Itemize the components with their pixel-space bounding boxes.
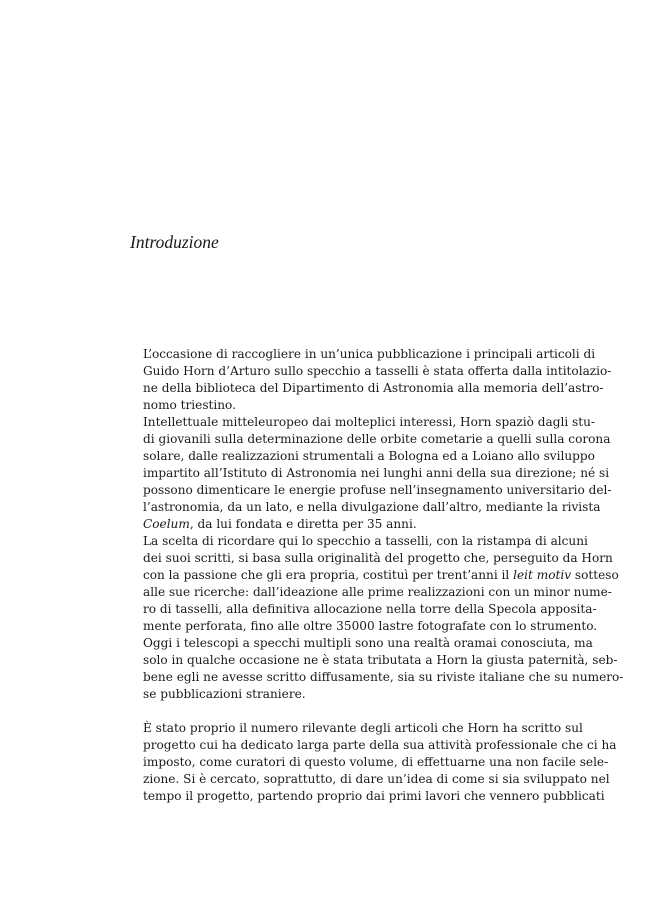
paragraph — [130, 720, 617, 805]
paragraph — [130, 414, 612, 533]
text-line: dei suoi scritti, si basa sulla originalità del progetto che, perseguito da Horn — [143, 551, 613, 565]
text-line: tempo il progetto, partendo proprio dai primi lavori che vennero pubblicati — [143, 789, 605, 803]
text-line: nomo triestino. — [143, 398, 236, 412]
text-line — [130, 567, 619, 584]
body-text — [130, 346, 624, 805]
paragraph — [130, 346, 612, 414]
text-line: ro di tasselli, alla definitiva allocazione nella torre della Specola apposita- — [143, 602, 597, 616]
text-line: di giovanili sulla determinazione delle orbite cometarie a quelli sulla corona — [143, 432, 611, 446]
text-line: impartito all’Istituto di Astronomia nei lunghi anni della sua direzione; né si — [143, 466, 610, 480]
text-fragment: , da lui fondata e diretta per 35 anni. — [189, 517, 417, 531]
paragraph — [130, 533, 619, 635]
text-fragment: sotteso — [571, 568, 619, 582]
text-line: La scelta di ricordare qui lo specchio a tasselli, con la ristampa di alcuni — [143, 534, 588, 548]
text-line: Intellettuale mitteleuropeo dai molteplici interessi, Horn spaziò dagli stu- — [143, 415, 595, 429]
text-line: Oggi i telescopi a specchi multipli sono una realtà oramai conosciuta, ma — [143, 636, 593, 650]
text-line: se pubblicazioni straniere. — [143, 687, 306, 701]
text-line: imposto, come curatori di questo volume, di effettuarne una non facile sele- — [143, 755, 609, 769]
text-line: Guido Horn d’Arturo sullo specchio a tasselli è stata offerta dalla intitolazio- — [143, 364, 612, 378]
paragraph — [130, 635, 624, 703]
text-line — [130, 516, 521, 533]
italic-term: leit motiv — [513, 568, 572, 582]
text-line: bene egli ne avesse scritto diffusamente, sia su riviste italiane che su numero- — [143, 670, 624, 684]
text-fragment: con la passione che gli era propria, costituì per trent’anni il — [143, 568, 514, 582]
text-line: mente perforata, fino alle oltre 35000 lastre fotografate con lo strumento. — [143, 619, 598, 633]
text-line: progetto cui ha dedicato larga parte della sua attività professionale che ci ha — [143, 738, 617, 752]
text-line: solare, dalle realizzazioni strumentali a Bologna ed a Loiano allo sviluppo — [143, 449, 595, 463]
text-line: alle sue ricerche: dall’ideazione alle prime realizzazioni con un minor nume- — [143, 585, 612, 599]
text-line: l’astronomia, da un lato, e nella divulgazione dall’altro, mediante la rivista — [143, 500, 601, 514]
text-line: solo in qualche occasione ne è stata tributata a Horn la giusta paternità, seb- — [143, 653, 618, 667]
text-line: ne della biblioteca del Dipartimento di Astronomia alla memoria dell’astro- — [143, 381, 604, 395]
text-line: zione. Si è cercato, soprattutto, di dare un’idea di come si sia sviluppato nel — [143, 772, 610, 786]
text-line: possono dimenticare le energie profuse nell’insegnamento universitario del- — [143, 483, 612, 497]
journal-title: Coelum — [143, 517, 190, 531]
text-line: È stato proprio il numero rilevante degli articoli che Horn ha scritto sul — [143, 721, 583, 735]
chapter-heading: Introduzione — [130, 232, 219, 252]
text-line: L’occasione di raccogliere in un’unica pubblicazione i principali articoli di — [143, 347, 596, 361]
